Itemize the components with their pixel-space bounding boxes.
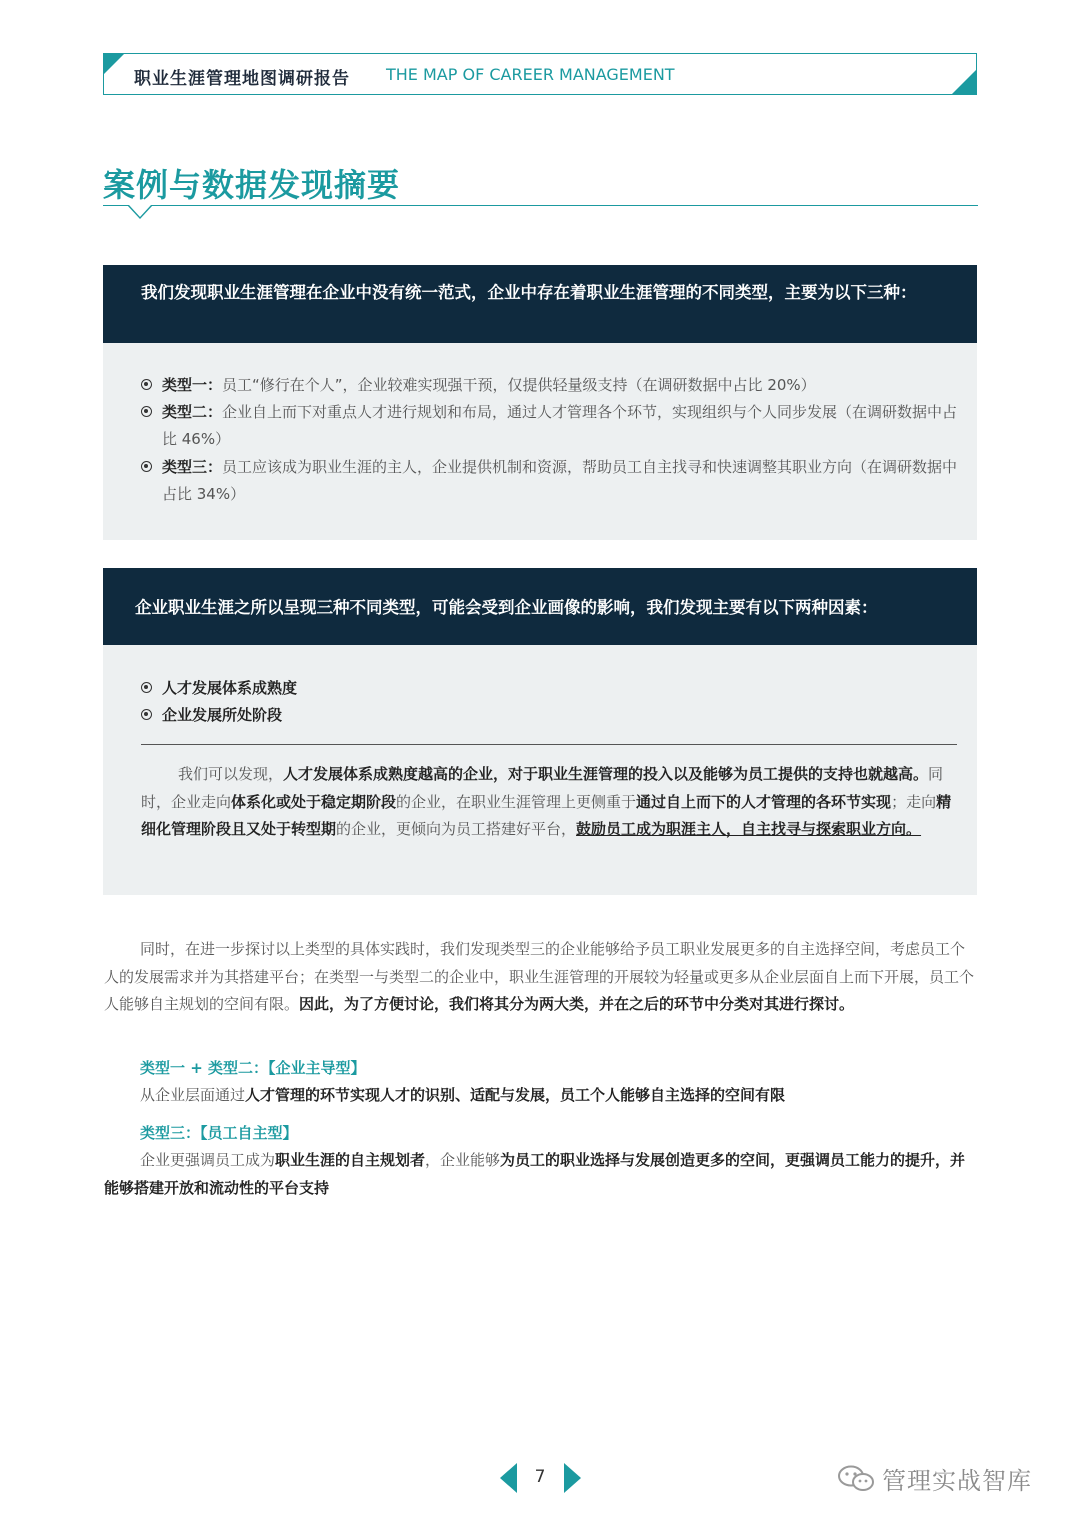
watermark-text: 管理实战智库 bbox=[882, 1466, 1032, 1495]
list-item: 类型一：员工“修行在个人”，企业较难实现强干预，仅提供轻量级支持（在调研数据中占比 20%） bbox=[141, 372, 959, 399]
report-title-cn: 职业生涯管理地图调研报告 bbox=[134, 69, 350, 89]
report-title-en: THE MAP OF CAREER MANAGEMENT bbox=[386, 65, 675, 84]
page-number: 7 bbox=[534, 1467, 546, 1487]
box1-heading-text: 我们发现职业生涯管理在企业中没有统一范式，企业中存在着职业生涯管理的不同类型，主要为以下三种： bbox=[141, 283, 917, 302]
title-divider bbox=[103, 205, 978, 206]
box2-heading-text: 企业职业生涯之所以呈现三种不同类型，可能会受到企业画像的影响，我们发现主要有以下两种因素： bbox=[135, 598, 878, 617]
list-item: 企业发展所处阶段 bbox=[141, 702, 959, 729]
bullet-icon bbox=[141, 406, 152, 417]
group1-desc: 从企业层面通过人才管理的环节实现人才的识别、适配与发展，员工个人能够自主选择的空间有限 bbox=[140, 1086, 786, 1104]
body-paragraph: 同时，在进一步探讨以上类型的具体实践时，我们发现类型三的企业能够给予员工职业发展更多的自主选择空间，考虑员工个人的发展需求并为其搭建平台；在类型一与类型二的企业中，职业生涯管理的开展较为轻量或更多从企业层面自上而下开展，员工个人能够自主规划的空间有限。因此，为了方便讨论，我们将其分为两大类，并在之后的环节中分类对其进行探讨。 bbox=[104, 940, 975, 1013]
group2-desc: 企业更强调员工成为职业生涯的自主规划者，企业能够为员工的职业选择与发展创造更多的空间，更强调员工能力的提升，并能够搭建开放和流动性的平台支持 bbox=[104, 1151, 966, 1197]
box1-body bbox=[103, 343, 977, 540]
prev-page-arrow-icon[interactable] bbox=[500, 1463, 517, 1493]
bullet-icon bbox=[141, 682, 152, 693]
wechat-icon bbox=[836, 1464, 876, 1492]
header-corner-left bbox=[103, 53, 125, 75]
next-page-arrow-icon[interactable] bbox=[564, 1463, 581, 1493]
box2-body bbox=[103, 645, 977, 895]
bullet-icon bbox=[141, 709, 152, 720]
list-item: 类型三：员工应该成为职业生涯的主人，企业提供机制和资源，帮助员工自主找寻和快速调整其职业方向（在调研数据中占比 34%） bbox=[141, 454, 959, 508]
list-item: 人才发展体系成熟度 bbox=[141, 675, 959, 702]
header-corner-right bbox=[951, 69, 977, 95]
box2-divider bbox=[141, 744, 957, 745]
report-header bbox=[103, 53, 977, 95]
watermark bbox=[836, 1461, 1032, 1495]
bullet-icon bbox=[141, 379, 152, 390]
list-item: 类型二：企业自上而下对重点人才进行规划和布局，通过人才管理各个环节，实现组织与个人同步发展（在调研数据中占比 46%） bbox=[141, 399, 959, 453]
section-title: 案例与数据发现摘要 bbox=[103, 166, 401, 204]
group1-title: 类型一 + 类型二：【企业主导型】 bbox=[140, 1059, 366, 1077]
group2-title: 类型三：【员工自主型】 bbox=[140, 1124, 298, 1142]
box2-paragraph: 我们可以发现，人才发展体系成熟度越高的企业，对于职业生涯管理的投入以及能够为员工提供的支持也就越高。同时，企业走向体系化或处于稳定期阶段的企业，在职业生涯管理上更侧重于通过自上而下的人才管理的各环节实现；走向精细化管理阶段且又处于转型期的企业，更倾向为员工搭建好平台，鼓励员工成为职涯主人，自主找寻与探索职业方向。 bbox=[141, 765, 952, 838]
box1-heading bbox=[103, 265, 977, 343]
bullet-icon bbox=[141, 461, 152, 472]
box2-heading bbox=[103, 568, 977, 645]
